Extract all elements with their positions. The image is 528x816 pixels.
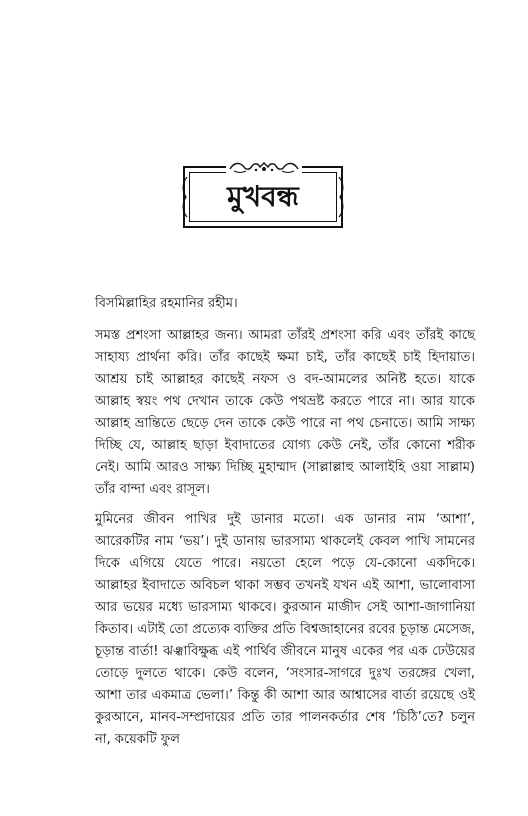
- paragraph-praise: সমস্ত প্রশংসা আল্লাহর জন্য। আমরা তাঁরই প্রশংসা করি এবং তাঁরই কাছে সাহায্য প্রার্থনা করি। তাঁর কাছেই ক্ষমা চাই, তাঁর কাছেই চাই হিদায়াত। আশ্রয় চাই আল্লাহর কাছেই নফস ও বদ-আমলের অনিষ্ট হতে। যাকে আল্লাহ স্বয়ং পথ দেখান তাকে কেউ পথভ্রষ্ট করতে পারে না। আর যাকে আল্লাহ ভ্রান্তিতে ছেড়ে দেন তাকে কেউ পারে না পথ চেনাতে। আমি সাক্ষ্য দিচ্ছি যে, আল্লাহ ছাড়া ইবাদাতের যোগ্য কেউ নেই, তাঁর কোনো শরীক নেই। আমি আরও সাক্ষ্য দিচ্ছি মুহাম্মাদ (সাল্লাল্লাহু আলাইহি ওয়া সাল্লাম) তাঁর বান্দা এবং রাসূল।: [95, 328, 475, 497]
- ornament-icon: [226, 160, 302, 174]
- left-curl-icon: [181, 175, 189, 219]
- chapter-title: মুখবন্ধ: [227, 180, 299, 213]
- paragraph-hope-fear: মুমিনের জীবন পাখির দুই ডানার মতো। এক ডানার নাম ‘আশা’, আরেকটির নাম ‘ভয়’। দুই ডানায় ভারসাম্য থাকলেই কেবল পাখি সামনের দিকে এগিয়ে যেতে পারে। নয়তো হেলে পড়ে যে-কোনো একদিকে। আল্লাহর ইবাদাতে অবিচল থাকা সম্ভব তখনই যখন এই আশা, ভালোবাসা আর ভয়ের মধ্যে ভারসাম্য থাকবে। কুরআন মাজীদ সেই আশা-জাগানিয়া কিতাব। এটাই তো প্রত্যেক ব্যক্তির প্রতি বিশ্বজাহানের রবের চূড়ান্ত মেসেজ, চূড়ান্ত বার্তা! ঝঞ্ঝাবিক্ষুব্ধ এই পার্থিব জীবনে মানুষ একের পর এক ঢেউয়ের তোড়ে দুলতে থাকে। কেউ বলেন, ‘সংসার-সাগরে দুঃখ তরঙ্গের খেলা, আশা তার একমাত্র ভেলা।’ কিন্তু কী আশা আর আশ্বাসের বার্তা রয়েছে ওই কুরআনে, মানব-সম্প্রদায়ের প্রতি তার পালনকর্তার শেষ ‘চিঠি’তে? চলুন না, কয়েকটি ফুল: [95, 512, 475, 747]
- bismillah-line: বিসমিল্লাহির রহমানির রহীম।: [95, 296, 238, 311]
- title-frame: [183, 166, 343, 228]
- title-frame-inner: [189, 172, 337, 222]
- right-curl-icon: [337, 175, 345, 219]
- preface-body: [95, 293, 475, 759]
